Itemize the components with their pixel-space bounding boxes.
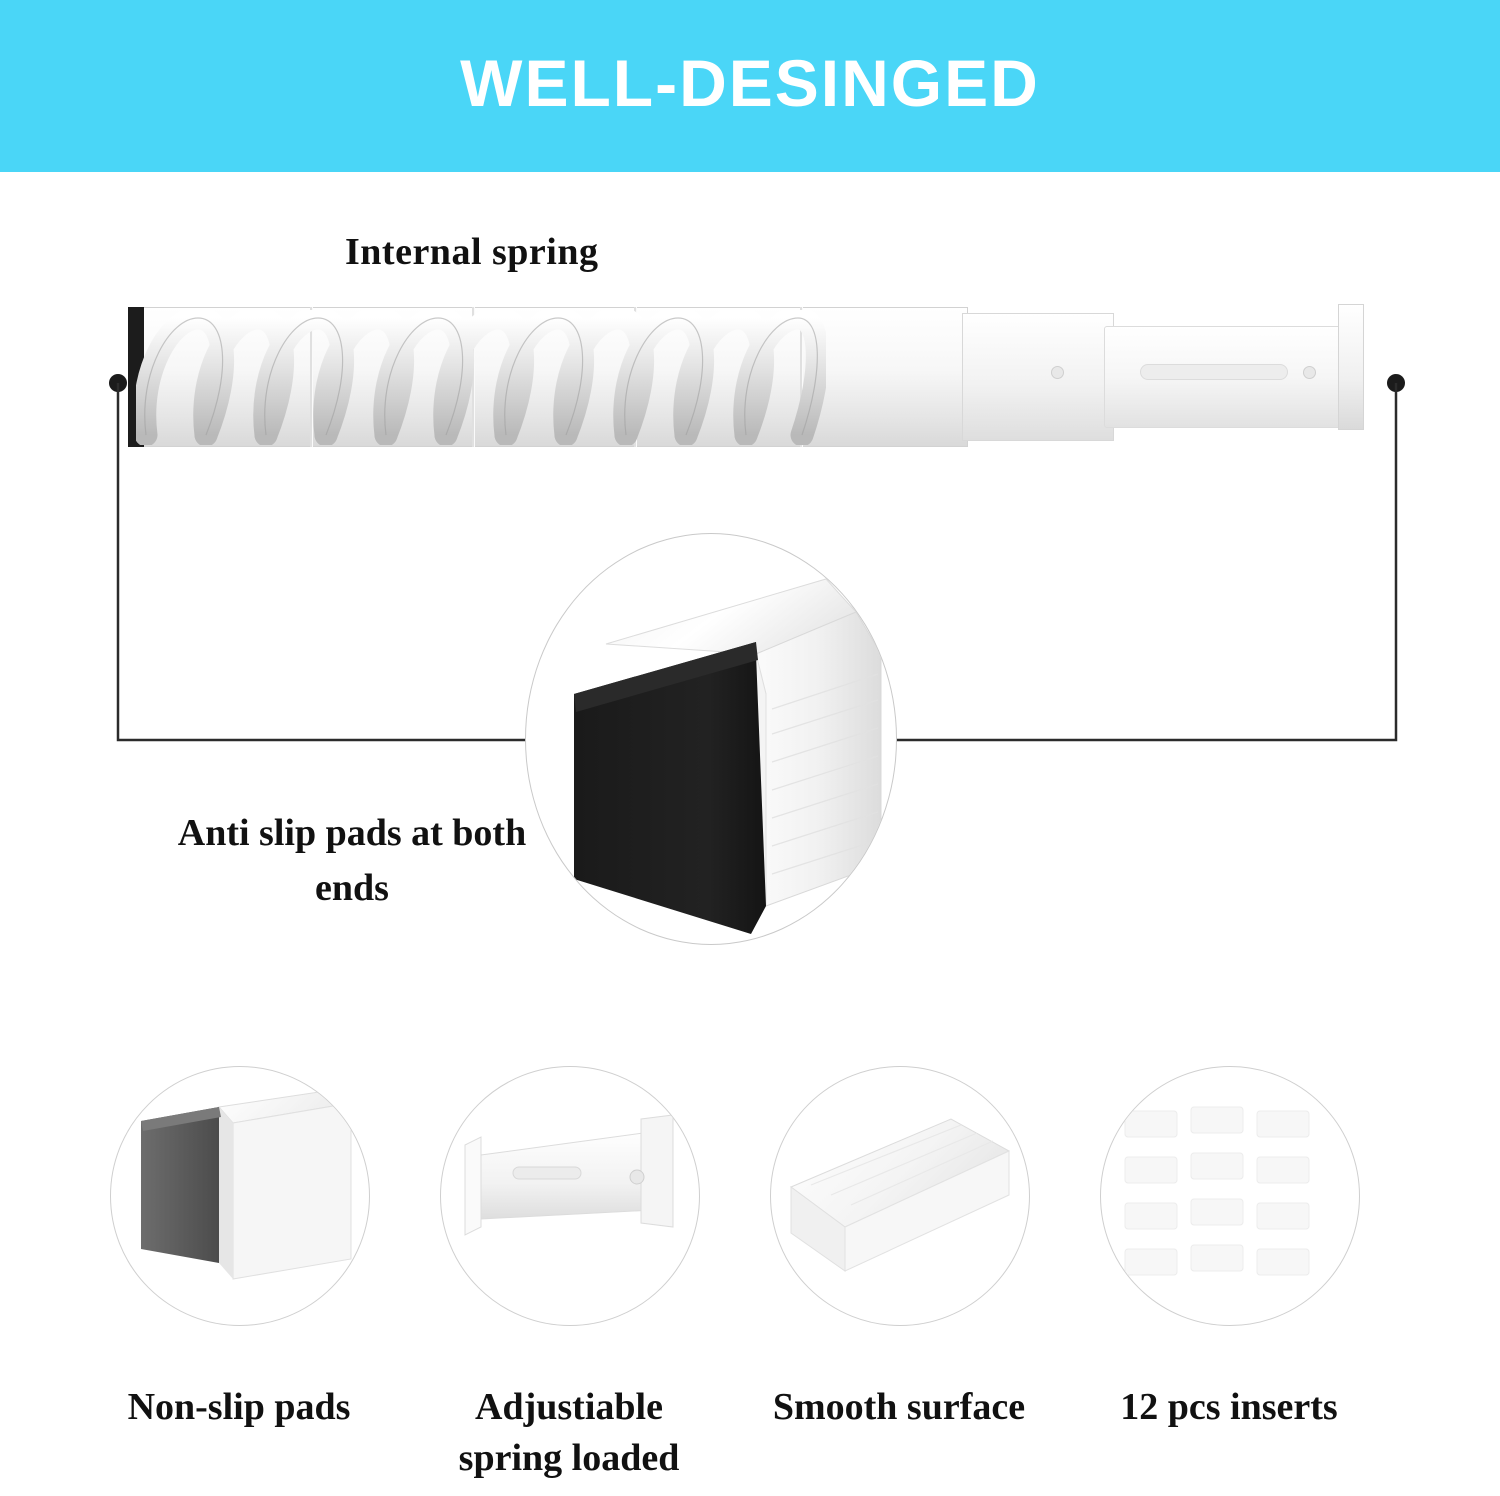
internal-spring-icon bbox=[136, 310, 826, 445]
rod-adjust-slot bbox=[1140, 364, 1288, 380]
feature-caption-inserts: 12 pcs inserts bbox=[1120, 1386, 1338, 1428]
feature-caption-smooth-surface: Smooth surface bbox=[772, 1386, 1026, 1428]
feature-thumb-spring-loaded bbox=[440, 1066, 700, 1326]
header-banner bbox=[0, 0, 1500, 172]
page-title: WELL-DESINGED bbox=[460, 46, 1040, 120]
rod-right-end-cap bbox=[1338, 304, 1364, 430]
anti-slip-pad-detail-circle bbox=[525, 533, 897, 945]
feature-caption-spring-loaded: Adjustiable spring loaded bbox=[458, 1386, 680, 1480]
rod-screw-hole bbox=[1051, 366, 1064, 379]
label-anti-slip-pads: Anti slip pads at both ends bbox=[177, 812, 527, 910]
feature-caption-non-slip-pads: Non-slip pads bbox=[127, 1386, 351, 1428]
label-internal-spring: Internal spring bbox=[345, 231, 599, 273]
product-rod-illustration bbox=[0, 280, 1500, 480]
rod-middle-section bbox=[962, 313, 1114, 441]
rod-screw-hole bbox=[1303, 366, 1316, 379]
feature-thumb-smooth-surface bbox=[770, 1066, 1030, 1326]
feature-thumb-inserts bbox=[1100, 1066, 1360, 1326]
feature-thumb-non-slip-pads bbox=[110, 1066, 370, 1326]
